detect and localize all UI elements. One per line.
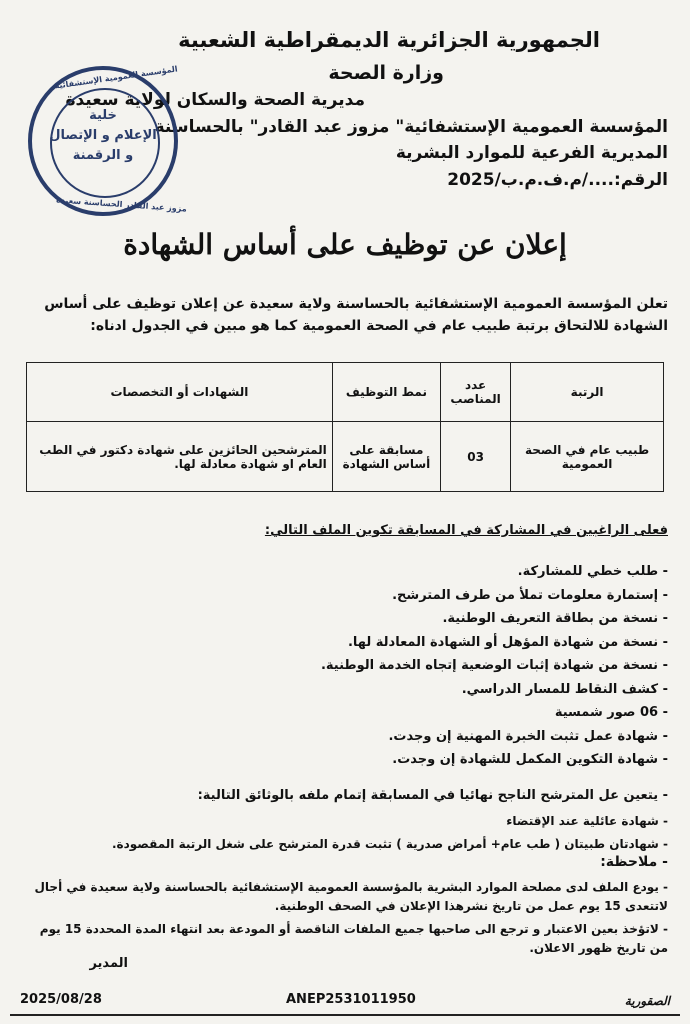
winner-heading: - يتعين عل المترشح الناجح نهائيا في المسابقة إتمام ملفه بالوثائق التالية: bbox=[197, 788, 668, 803]
stamp-line: و الرقمنة bbox=[72, 148, 134, 163]
positions-table bbox=[26, 362, 664, 492]
intro-paragraph: تعلن المؤسسة العمومية الإستشفائية بالحساسنة ولاية سعيدة عن إعلان توظيف على أساس الشهادة للالتحاق برتبة طبيب عام في الصحة العمومية كما هو مبين في الجدول ادناه: bbox=[44, 296, 668, 334]
documents-list bbox=[28, 560, 668, 772]
stamp-line: الإعلام و الإتصال bbox=[49, 128, 157, 143]
publication-date: 2025/08/28 bbox=[20, 992, 102, 1007]
col-header-mode: نمط التوظيف bbox=[332, 363, 440, 422]
list-item: - إستمارة معلومات تملأ من طرف المترشح. bbox=[392, 587, 668, 603]
cell-rank: طبيب عام في الصحة العمومية bbox=[511, 422, 664, 492]
reference-number: الرقم:..../م.ف.م.ب/2025 bbox=[447, 170, 668, 190]
table-row bbox=[27, 422, 664, 492]
winner-documents-list bbox=[28, 810, 668, 856]
list-item: - شهادة عمل تثبت الخبرة المهنية إن وجدت. bbox=[388, 728, 668, 744]
cell-qualifications: المترشحين الحائزين على شهادة دكتور في الطب العام او شهادة معادلة لها. bbox=[27, 422, 333, 492]
list-item: - لاتؤخذ بعين الاعتبار و ترجع الى صاحبها جميع الملفات الناقصة أو المودعة بعد انتهاء المدة المحددة 15 يوم من تاريخ ظهور الاعلان. bbox=[39, 922, 668, 955]
notes-heading: - ملاحظة: bbox=[600, 854, 668, 870]
cell-count: 03 bbox=[441, 422, 511, 492]
requirements-heading: فعلى الراغبين في المشاركة في المسابقة تكوين الملف التالي: bbox=[264, 523, 668, 538]
anep-reference: ANEP2531011950 bbox=[286, 992, 416, 1007]
list-item: - 06 صور شمسية bbox=[554, 705, 668, 720]
signature-label: المدير bbox=[89, 956, 128, 971]
col-header-count: عدد المناصب bbox=[441, 363, 511, 422]
footer-divider bbox=[10, 1014, 680, 1016]
list-item: - كشف النقاط للمسار الدراسي. bbox=[461, 681, 668, 697]
list-item: - شهادة التكوين المكمل للشهادة إن وجدت. bbox=[392, 752, 668, 767]
header-institution: المؤسسة العمومية الإستشفائية" مزوز عبد القادر" بالحساسنة bbox=[154, 117, 668, 137]
stamp-center-text bbox=[32, 106, 174, 166]
official-stamp bbox=[28, 64, 188, 216]
list-item: - نسخة من شهادة المؤهل أو الشهادة المعادلة لها. bbox=[347, 634, 668, 650]
list-item: - شهادتان طبيتان ( طب عام+ أمراض صدرية ) تثبت قدرة المترشح على شغل الرتبة المقصودة. bbox=[111, 837, 668, 851]
table-header-row bbox=[27, 363, 664, 422]
cell-mode: مسابقة على أساس الشهادة bbox=[332, 422, 440, 492]
header-directorate: مديرية الصحة والسكان لولاية سعيدة bbox=[65, 90, 365, 110]
list-item: - نسخة من بطاقة التعريف الوطنية. bbox=[442, 611, 668, 626]
header-ministry: وزارة الصحة bbox=[328, 62, 444, 84]
stamp-ring-top: المؤسسة العمومية الإستشفائية bbox=[53, 64, 179, 91]
col-header-rank: الرتبة bbox=[511, 363, 664, 422]
list-item: - طلب خطي للمشاركة. bbox=[517, 564, 668, 579]
announcement-title: إعلان عن توظيف على أساس الشهادة bbox=[123, 228, 567, 261]
notes-list bbox=[28, 878, 668, 962]
col-header-qualifications: الشهادات أو التخصصات bbox=[27, 363, 333, 422]
header-republic: الجمهورية الجزائرية الديمقراطية الشعبية bbox=[178, 28, 600, 52]
newspaper-brand: الصقورية bbox=[624, 994, 670, 1008]
stamp-line: خلية bbox=[89, 108, 117, 123]
header-subdirectorate: المديرية الفرعية للموارد البشرية bbox=[395, 143, 668, 163]
list-item: - شهادة عائلية عند الإقتضاء bbox=[506, 814, 668, 828]
list-item: - نسخة من شهادة إثبات الوضعية إتجاه الخدمة الوطنية. bbox=[320, 658, 668, 673]
list-item: - يودع الملف لدى مصلحة الموارد البشرية بالمؤسسة العمومية الإستشفائية بالحساسنة ولاية سعيدة في أجال لاتتعدى 15 يوم عمل من تاريخ نشرهذا الإعلان في الصحف الوطنية. bbox=[34, 880, 668, 913]
stamp-ring-bottom: مزوز عبد القادر الحساسنة سعيدة bbox=[55, 195, 188, 214]
